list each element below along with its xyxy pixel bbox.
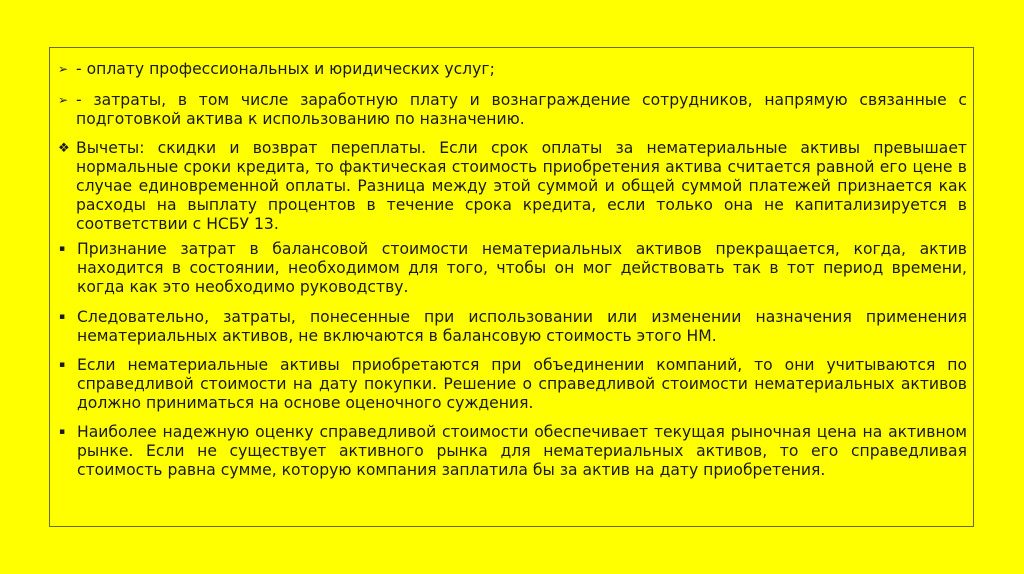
list-item-text: - оплату профессиональных и юридических услуг; [76, 60, 495, 78]
list-item [58, 139, 967, 234]
diamond-bullet-icon: ❖ [58, 141, 70, 156]
square-bullet-icon: ▪ [59, 312, 66, 322]
list-item-text: Признание затрат в балансовой стоимости нематериальных активов прекращается, когда, актив находится в состоянии, необходимом для того, чтобы он мог действовать так в тот период времени, когда как это необходимо руководству. [77, 240, 967, 296]
square-bullet-icon: ▪ [59, 360, 66, 370]
arrow-bullet-icon: ➢ [58, 62, 69, 76]
square-bullet-icon: ▪ [59, 427, 66, 437]
square-bullet-icon: ▪ [59, 244, 66, 254]
list-item [58, 91, 967, 129]
list-item-text: Вычеты: скидки и возврат переплаты. Если срок оплаты за нематериальные активы превышает нормальные сроки кредита, то фактическая стоимость приобретения актива считается равной его цене в случае единовременной оплаты. Разница между этой суммой и общей суммой платежей признается как расходы на выплату процентов в течение срока кредита, если только она не капитализируется в соответствии с НСБУ 13. [76, 139, 967, 233]
list-item [58, 240, 967, 297]
arrow-bullet-icon: ➢ [58, 93, 69, 107]
content-frame [49, 47, 974, 527]
list-item [58, 356, 967, 413]
list-item [58, 423, 967, 480]
list-item [58, 308, 967, 346]
list-item-text: Следовательно, затраты, понесенные при использовании или изменении назначения применения нематериальных активов, не включаются в балансовую стоимость этого НМ. [77, 308, 967, 345]
list-item [58, 60, 967, 79]
list-item-text: Наиболее надежную оценку справедливой стоимости обеспечивает текущая рыночная цена на активном рынке. Если не существует активного рынка для нематериальных активов, то его справедливая стоимость равна сумме, которую компания заплатила бы за актив на дату приобретения. [77, 423, 967, 479]
list-item-text: Если нематериальные активы приобретаются при объединении компаний, то они учитываются по справедливой стоимости на дату покупки. Решение о справедливой стоимости нематериальных активов должно приниматься на основе оценочного суждения. [77, 356, 967, 412]
list-item-text: - затраты, в том числе заработную плату и вознаграждение сотрудников, напрямую связанные с подготовкой актива к использованию по назначению. [76, 91, 967, 128]
